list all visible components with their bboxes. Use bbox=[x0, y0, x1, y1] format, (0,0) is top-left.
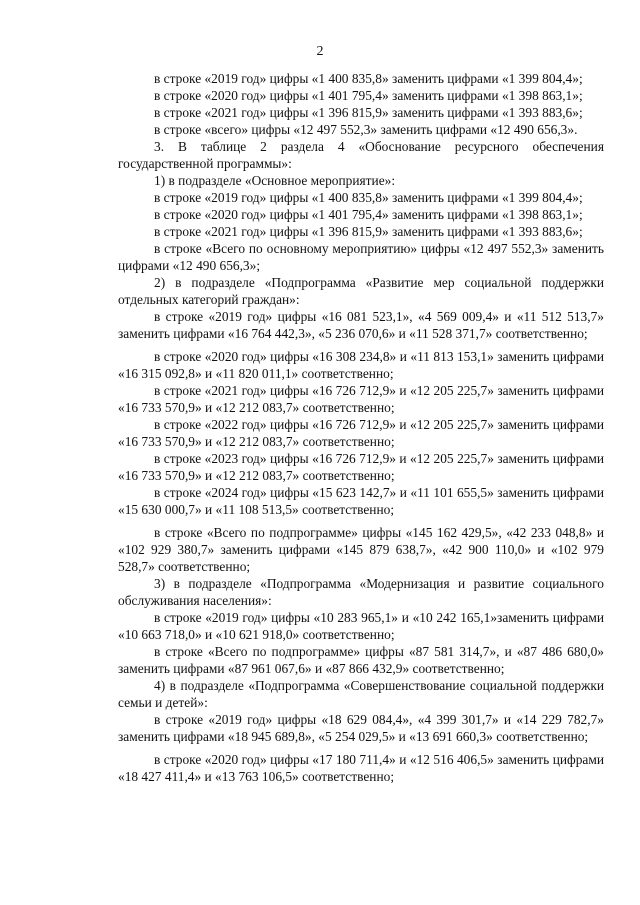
paragraph: в строке «2021 год» цифры «1 396 815,9» заменить цифрами «1 393 883,6»; bbox=[154, 105, 583, 120]
paragraph: в строке «2019 год» цифры «1 400 835,8» заменить цифрами «1 399 804,4»; bbox=[154, 71, 583, 86]
paragraph: 4) в подразделе «Подпрограмма «Совершенствование социальной поддержки семьи и детей»: bbox=[118, 678, 604, 710]
paragraph: в строке «Всего по основному мероприятию» цифры «12 497 552,3» заменить цифрами «12 490 656,3»; bbox=[118, 241, 604, 273]
paragraph: в строке «2020 год» цифры «16 308 234,8» и «11 813 153,1» заменить цифрами «16 315 092,8» и «11 820 011,1» соответственно; bbox=[118, 349, 604, 381]
paragraph: в строке «всего» цифры «12 497 552,3» заменить цифрами «12 490 656,3». bbox=[154, 122, 578, 137]
paragraph: в строке «2019 год» цифры «10 283 965,1» и «10 242 165,1»заменить цифрами «10 663 718,0» и «10 621 918,0» соответственно; bbox=[118, 610, 604, 642]
document-body bbox=[118, 70, 604, 785]
paragraph: в строке «2022 год» цифры «16 726 712,9» и «12 205 225,7» заменить цифрами «16 733 570,9» и «12 212 083,7» соответственно; bbox=[118, 417, 604, 449]
paragraph: в строке «2019 год» цифры «16 081 523,1», «4 569 009,4» и «11 512 513,7» заменить цифрами «16 764 442,3», «5 236 070,6» и «11 528 371,7» соответственно; bbox=[118, 309, 604, 341]
paragraph: в строке «2019 год» цифры «18 629 084,4», «4 399 301,7» и «14 229 782,7» заменить цифрами «18 945 689,8», «5 254 029,5» и «13 691 660,3» соответственно; bbox=[118, 712, 604, 744]
paragraph: 3) в подразделе «Подпрограмма «Модернизация и развитие социального обслуживания населения»: bbox=[118, 576, 604, 608]
paragraph: в строке «2019 год» цифры «1 400 835,8» заменить цифрами «1 399 804,4»; bbox=[154, 190, 583, 205]
paragraph: в строке «2020 год» цифры «17 180 711,4» и «12 516 406,5» заменить цифрами «18 427 411,4» и «13 763 106,5» соответственно; bbox=[118, 752, 604, 784]
paragraph: в строке «2023 год» цифры «16 726 712,9» и «12 205 225,7» заменить цифрами «16 733 570,9» и «12 212 083,7» соответственно; bbox=[118, 451, 604, 483]
paragraph: 2) в подразделе «Подпрограмма «Развитие мер социальной поддержки отдельных категорий граждан»: bbox=[118, 275, 604, 307]
paragraph: 1) в подразделе «Основное мероприятие»: bbox=[154, 173, 396, 188]
paragraph: в строке «2024 год» цифры «15 623 142,7» и «11 101 655,5» заменить цифрами «15 630 000,7» и «11 108 513,5» соответственно; bbox=[118, 485, 604, 517]
paragraph: в строке «Всего по подпрограмме» цифры «87 581 314,7», и «87 486 680,0» заменить цифрами «87 961 067,6» и «87 866 432,9» соответственно; bbox=[118, 644, 604, 676]
paragraph: в строке «2020 год» цифры «1 401 795,4» заменить цифрами «1 398 863,1»; bbox=[154, 88, 583, 103]
paragraph: 3. В таблице 2 раздела 4 «Обоснование ресурсного обеспечения государственной программы»: bbox=[118, 139, 604, 171]
paragraph: в строке «2020 год» цифры «1 401 795,4» заменить цифрами «1 398 863,1»; bbox=[154, 207, 583, 222]
paragraph: в строке «2021 год» цифры «16 726 712,9» и «12 205 225,7» заменить цифрами «16 733 570,9» и «12 212 083,7» соответственно; bbox=[118, 383, 604, 415]
paragraph: в строке «2021 год» цифры «1 396 815,9» заменить цифрами «1 393 883,6»; bbox=[154, 224, 583, 239]
page-number: 2 bbox=[316, 44, 324, 59]
paragraph: в строке «Всего по подпрограмме» цифры «145 162 429,5», «42 233 048,8» и «102 929 380,7» заменить цифрами «145 879 638,7», «42 900 110,0» и «102 979 528,7» соответственно; bbox=[118, 525, 604, 574]
